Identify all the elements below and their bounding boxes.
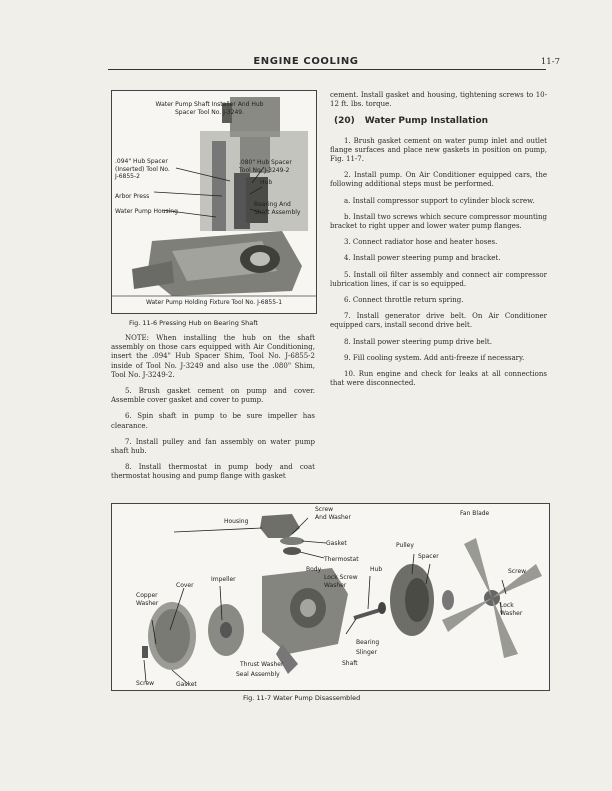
install-step-8: 8. Install power steering pump drive belt.	[344, 337, 492, 346]
install-step-2: 2. Install pump. On Air Conditioner equipped cars, the following additional steps must be performed.	[330, 171, 547, 189]
install-step-6: 6. Connect throttle return spring.	[344, 296, 464, 305]
right-column	[330, 91, 547, 395]
screw-right-label: Screw	[508, 568, 527, 575]
thermostat-label: Thermostat	[324, 556, 359, 563]
screw-left-label: Screw	[136, 680, 155, 687]
step-6: 6. Spin shaft in pump to be sure impeller has clearance.	[111, 412, 315, 430]
install-step-7: 7. Install generator drive belt. On Air Conditioner equipped cars, install second drive belt.	[330, 312, 547, 330]
install-step-3: 3. Connect radiator hose and heater hoses.	[344, 238, 498, 247]
hub-spacer-094-label: .094" Hub Spacer (Inserted) Tool No. J-6855-2	[115, 158, 170, 180]
fig-11-6-caption: Fig. 11-6 Pressing Hub on Bearing Shaft	[129, 319, 258, 327]
lock-washer-label: Lock Washer	[500, 602, 523, 617]
cover-label: Cover	[176, 582, 194, 589]
seal-assembly-label: Seal Assembly	[236, 671, 280, 678]
bearing-label: Bearing	[356, 639, 380, 646]
install-step-b: b. Install two screws which secure compressor mounting bracket to right upper and lower water pump flanges.	[330, 212, 547, 231]
figure-11-7	[111, 503, 550, 691]
hub-label: Hub	[370, 566, 383, 573]
fan-blade-label: Fan Blade	[460, 510, 490, 517]
pulley-label: Pulley	[396, 542, 414, 549]
holding-fixture-label: Water Pump Holding Fixture Tool No. J-6855-1	[145, 299, 283, 306]
left-column	[111, 334, 315, 489]
gasket-bottom-label: Gasket	[176, 681, 197, 688]
install-step-5: 5. Install oil filter assembly and connect air compressor lubrication lines, if car is so equipped.	[330, 270, 547, 288]
install-step-4: 4. Install power steering pump and bracket.	[344, 254, 501, 263]
step-5: 5. Brush gasket cement on pump and cover. Assemble cover gasket and cover to pump.	[111, 387, 315, 405]
hub-label: Hub	[260, 179, 273, 186]
slinger-label: Slinger	[356, 649, 377, 656]
header-rule	[108, 69, 546, 70]
page-number: 11-7	[540, 57, 560, 67]
gasket-top-label: Gasket	[326, 540, 347, 547]
installer-tool-label: Water Pump Shaft Installer And Hub Spacer Tool No. J-3249.	[155, 101, 264, 116]
step-7: 7. Install pulley and fan assembly on water pump shaft hub.	[111, 437, 315, 456]
section-title: Water Pump Installation	[364, 116, 489, 127]
chapter-title: ENGINE COOLING	[253, 56, 359, 67]
section-heading	[334, 117, 547, 126]
install-step-9: 9. Fill cooling system. Add anti-freeze if necessary.	[344, 353, 525, 362]
install-step-10: 10. Run engine and check for leaks at all connections that were disconnected.	[330, 370, 547, 388]
arbor-press-label: Arbor Press	[115, 193, 150, 200]
continued-paragraph: cement. Install gasket and housing, tightening screws to 10-12 ft. lbs. torque.	[330, 91, 547, 109]
screw-and-washer-label: Screw And Washer	[315, 506, 351, 521]
install-step-1: 1. Brush gasket cement on water pump inlet and outlet flange surfaces and place new gaskets in position on pump, Fig. 11-7.	[330, 136, 547, 164]
impeller-label: Impeller	[211, 576, 236, 583]
water-pump-housing-label: Water Pump Housing	[115, 208, 178, 215]
lock-screw-washer-label: Lock Screw Washer	[324, 574, 358, 589]
water-pump-disassembled-photo	[112, 504, 549, 690]
install-step-a: a. Install compressor support to cylinder block screw.	[344, 196, 535, 205]
spacer-label: Spacer	[418, 553, 439, 560]
fig-11-7-caption: Fig. 11-7 Water Pump Disassembled	[243, 694, 361, 702]
figure-11-6	[111, 90, 317, 314]
housing-label: Housing	[224, 518, 249, 525]
section-number: (20)	[334, 116, 355, 127]
copper-washer-label: Copper Washer	[136, 592, 159, 607]
note-paragraph: NOTE: When installing the hub on the shaft assembly on those cars equipped with Air Conditioning, insert the .094" Hub Spacer Shim, Tool No. J-6855-2 inside of Tool No. J-3249 and also use the .080" Shim, Tool No. J-3249-2.	[111, 334, 315, 379]
step-8: 8. Install thermostat in pump body and coat thermostat housing and pump flange with gasket	[111, 463, 315, 481]
hub-spacer-080-label: .080" Hub Spacer Tool No. J-3249-2	[239, 159, 292, 174]
bearing-shaft-label: Bearing And Shaft Assembly	[254, 201, 301, 216]
body-label: Body	[306, 566, 322, 573]
thrust-washer-label: Thrust Washer	[240, 661, 284, 668]
shaft-label: Shaft	[342, 660, 358, 667]
